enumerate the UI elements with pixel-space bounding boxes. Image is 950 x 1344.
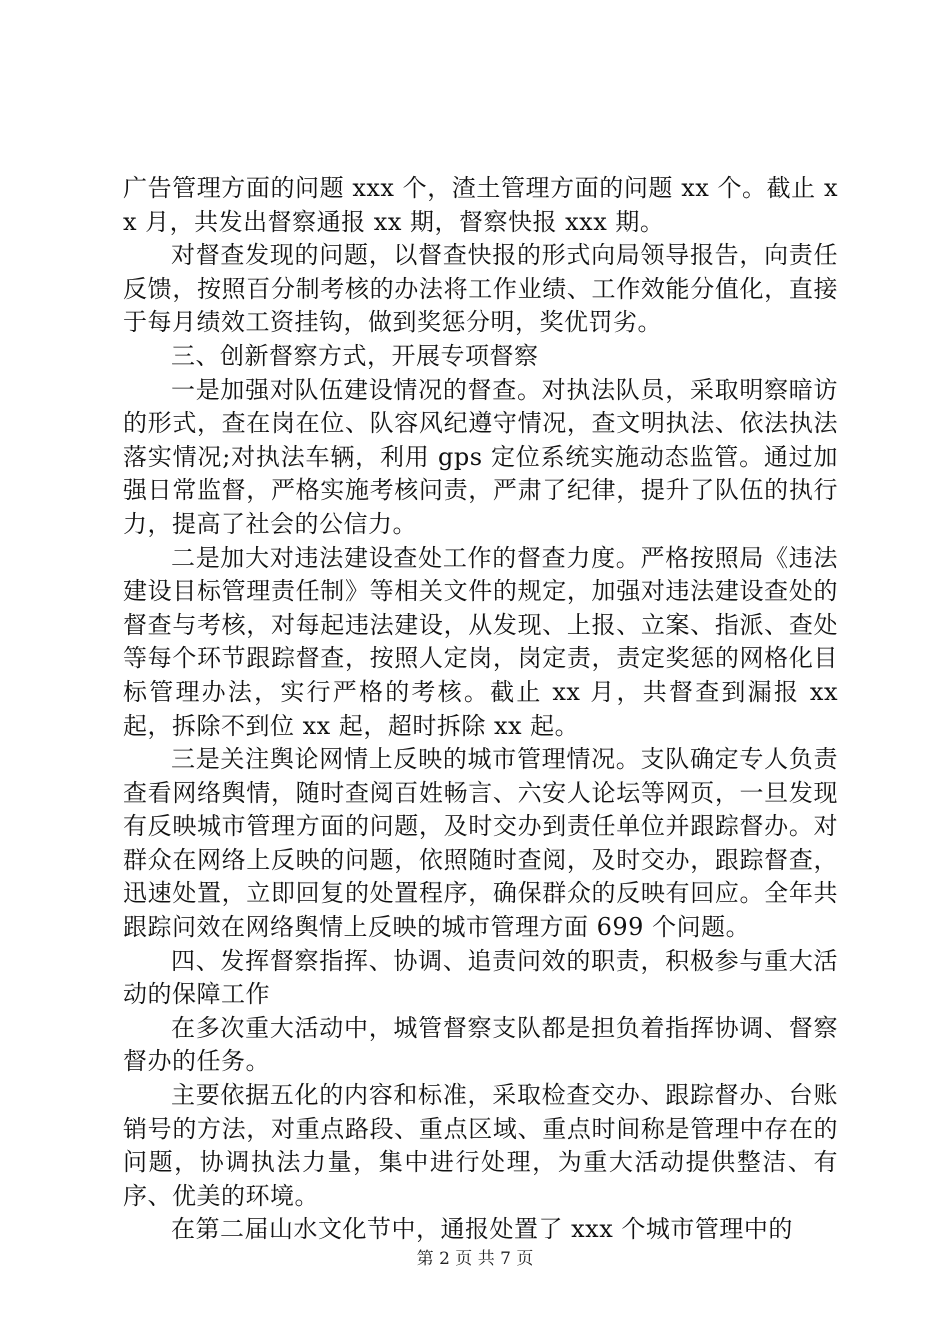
paragraph-10: 在第二届山水文化节中，通报处置了 xxx 个城市管理中的 bbox=[171, 1215, 793, 1244]
paragraph-9: 主要依据五化的内容和标准，采取检查交办、跟踪督办、台账销号的方法，对重点路段、重点区域、重点时间称是管理中存在的问题，协调执法力量，集中进行处理，为重大活动提供整洁、有序、优美的环境。 bbox=[123, 1081, 838, 1210]
paragraph-1: 广告管理方面的问题 xxx 个，渣土管理方面的问题 xx 个。截止 xx 月，共发出督察通报 xx 期，督察快报 xxx 期。 bbox=[123, 174, 838, 236]
paragraph-6: 三是关注舆论网情上反映的城市管理情况。支队确定专人负责查看网络舆情，随时查阅百姓畅言、六安人论坛等网页，一旦发现有反映城市管理方面的问题，及时交办到责任单位并跟踪督办。对群众在网络上反映的问题，依照随时查阅，及时交办，跟踪督查，迅速处置，立即回复的处置程序，确保群众的反映有回应。全年共跟踪问效在网络舆情上反映的城市管理方面 699 个问题。 bbox=[123, 745, 838, 942]
section-heading-4: 四、发挥督察指挥、协调、追责问效的职责，积极参与重大活动的保障工作 bbox=[123, 946, 838, 1009]
document-body bbox=[123, 172, 838, 1247]
paragraph-5: 二是加大对违法建设查处工作的督查力度。严格按照局《违法建设目标管理责任制》等相关文件的规定，加强对违法建设查处的督查与考核，对每起违法建设，从发现、上报、立案、指派、查处等每个环节跟踪督查，按照人定岗，岗定责，责定奖惩的网格化目标管理办法，实行严格的考核。截止 xx 月，共督查到漏报 xx 起，拆除不到位 xx 起，超时拆除 xx 起。 bbox=[123, 543, 838, 740]
page-number-footer: 第 2 页 共 7 页 bbox=[416, 1249, 534, 1269]
paragraph-8: 在多次重大活动中，城管督察支队都是担负着指挥协调、督察督办的任务。 bbox=[123, 1013, 838, 1076]
paragraph-2: 对督查发现的问题，以督查快报的形式向局领导报告，向责任反馈，按照百分制考核的办法将工作业绩、工作效能分值化，直接于每月绩效工资挂钩，做到奖惩分明，奖优罚劣。 bbox=[123, 241, 838, 337]
section-heading-3: 三、创新督察方式，开展专项督察 bbox=[171, 341, 539, 370]
paragraph-4: 一是加强对队伍建设情况的督查。对执法队员，采取明察暗访的形式，查在岗在位、队容风纪遵守情况，查文明执法、依法执法落实情况;对执法车辆，利用 gps 定位系统实施动态监管。通过加强日常监督，严格实施考核问责，严肃了纪律，提升了队伍的执行力，提高了社会的公信力。 bbox=[123, 375, 838, 538]
